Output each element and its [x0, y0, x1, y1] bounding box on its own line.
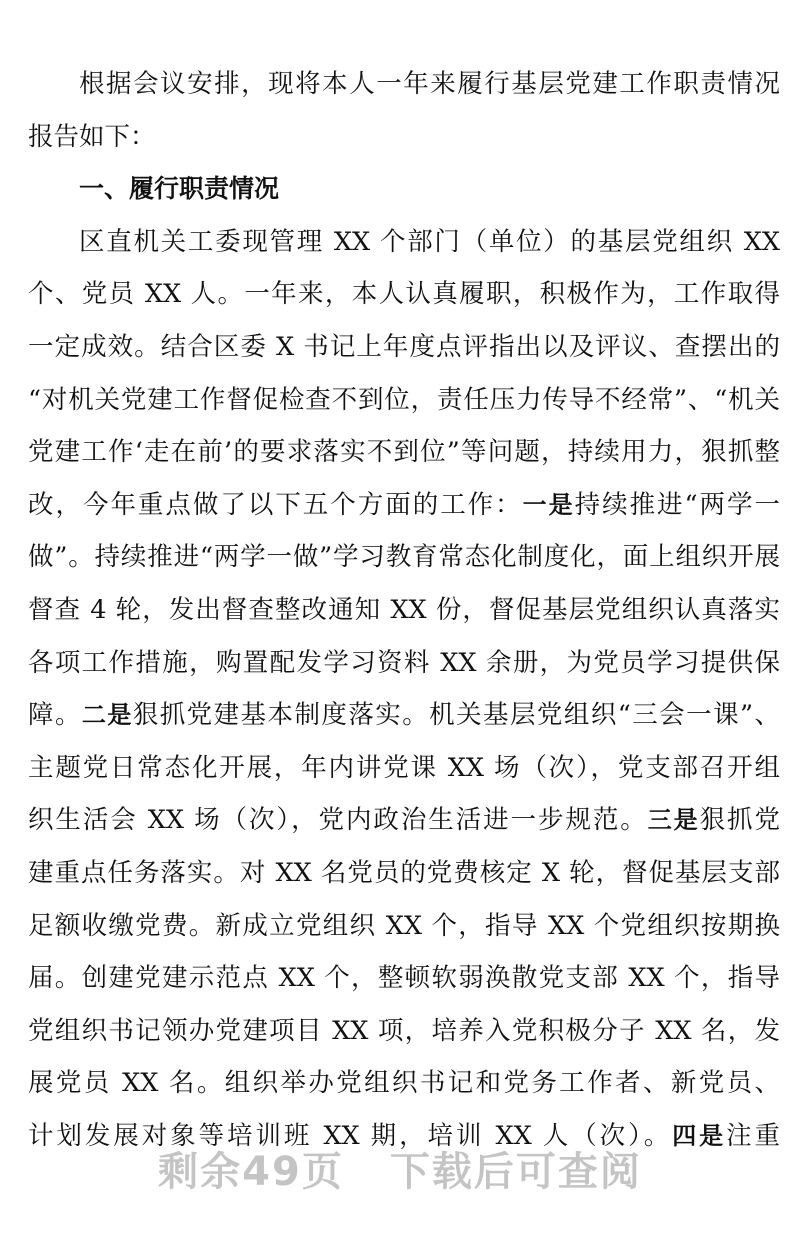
paragraph-line — [28, 637, 780, 690]
text-run: 党建工作‘走在前’的要求落实不到位”等问题，持续用力，狠抓整 — [28, 437, 780, 468]
text-run: 展党员 XX 名。组织举办党组织书记和党务工作者、新党员、 — [28, 1068, 780, 1099]
text-run: 主题党日常态化开展，年内讲党课 XX 场（次），党支部召开组 — [28, 752, 780, 783]
text-run: 报告如下： — [28, 121, 156, 152]
download-banner[interactable] — [0, 1140, 800, 1197]
bold-lead-phrase: 三是 — [647, 806, 700, 835]
text-run: 狠抓党建基本制度落实。机关基层党组织“三会一课”、 — [132, 700, 780, 731]
document-body — [28, 58, 780, 1162]
text-run: 一定成效。结合区委 X 书记上年度点评指出以及评议、查摆出的 — [28, 331, 780, 362]
paragraph-line — [28, 1057, 780, 1110]
text-run: 各项工作措施，购置配发学习资料 XX 余册，为党员学习提供保 — [28, 647, 780, 678]
paragraph-line — [28, 1005, 780, 1058]
paragraph-line — [28, 952, 780, 1005]
text-run: 届。创建党建示范点 XX 个，整顿软弱涣散党支部 XX 个，指导 — [28, 963, 780, 994]
text-run: 党组织书记领办党建项目 XX 项，培养入党积极分子 XX 名，发 — [28, 1015, 780, 1046]
text-run: 持续推进“两学一 — [574, 489, 781, 520]
paragraph-line — [28, 689, 780, 742]
text-run: 注重 — [726, 1120, 780, 1151]
paragraph-line — [28, 847, 780, 900]
text-run: 个、党员 XX 人。一年来，本人认真履职，积极作为，工作取得 — [28, 279, 780, 310]
text-run: 一、履行职责情况 — [79, 174, 280, 204]
text-run: 区直机关工委现管理 XX 个部门（单位）的基层党组织 XX — [79, 226, 780, 257]
paragraph-line — [28, 321, 780, 374]
paragraph-line — [28, 216, 780, 269]
text-run: “对机关党建工作督促检查不到位，责任压力传导不经常”、“机关 — [28, 384, 780, 415]
paragraph-line — [28, 794, 780, 847]
paragraph-line — [28, 58, 780, 111]
paragraph-line — [28, 900, 780, 953]
remaining-pages-text: 剩余49页 — [158, 1149, 344, 1195]
text-run: 织生活会 XX 场（次），党内政治生活进一步规范。 — [28, 805, 648, 836]
paragraph-line — [28, 426, 780, 479]
paragraph-line — [28, 479, 780, 532]
paragraph-line — [28, 742, 780, 795]
text-run: 足额收缴党费。新成立党组织 XX 个，指导 XX 个党组织按期换 — [28, 910, 780, 941]
bold-lead-phrase: 四是 — [672, 1121, 727, 1150]
text-run: 根据会议安排，现将本人一年来履行基层党建工作职责情况 — [79, 69, 780, 99]
section-heading — [28, 163, 780, 216]
paragraph-line — [28, 374, 780, 427]
paragraph-line — [28, 268, 780, 321]
text-run: 督查 4 轮，发出督查整改通知 XX 份，督促基层党组织认真落实 — [28, 594, 780, 625]
text-run: 狠抓党 — [699, 805, 780, 836]
text-run: 计划发展对象等培训班 XX 期，培训 XX 人（次）。 — [28, 1120, 673, 1151]
paragraph-line — [28, 584, 780, 637]
text-run: 做”。持续推进“两学一做”学习教育常态化制度化，面上组织开展 — [28, 542, 780, 573]
bold-lead-phrase: 二是 — [81, 701, 133, 730]
text-run: 建重点任务落实。对 XX 名党员的党费核定 X 轮，督促基层支部 — [28, 857, 780, 888]
text-run: 障。 — [28, 700, 82, 731]
download-to-view-text: 下载后可查阅 — [389, 1149, 642, 1195]
paragraph-line — [28, 531, 780, 584]
bold-lead-phrase: 一是 — [522, 490, 575, 519]
text-run: 改，今年重点做了以下五个方面的工作： — [28, 489, 523, 520]
paragraph-line — [28, 111, 780, 164]
